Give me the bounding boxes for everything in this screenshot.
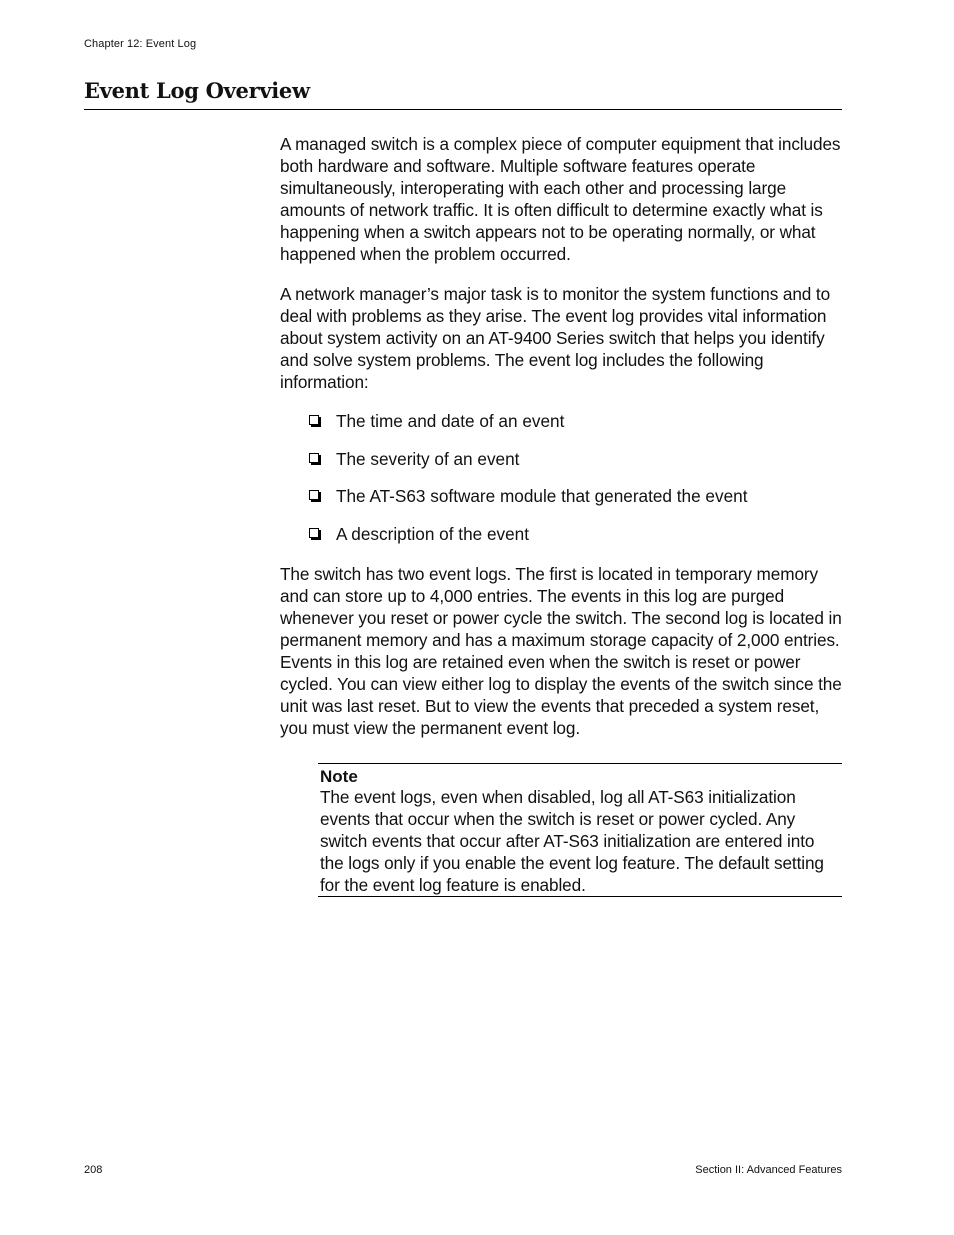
note-heading: Note: [320, 767, 358, 786]
list-item-text: A description of the event: [336, 524, 530, 544]
page-number: 208: [84, 1164, 103, 1176]
list-item: [307, 523, 842, 545]
checkbox-bullet-icon: [309, 453, 319, 463]
page-title: Event Log Overview: [84, 78, 310, 103]
paragraph-network-manager: A network manager’s major task is to monitor the system functions and to deal with problems as they arise. The event log provides vital information about system activity on an AT-9400 Series switch that helps you identify and solve system problems. The event log includes the following information:: [280, 284, 831, 392]
list-item-text: The severity of an event: [336, 449, 520, 469]
list-item-text: The time and date of an event: [336, 411, 565, 431]
note-body: The event logs, even when disabled, log all AT-S63 initialization events that occur when the switch is reset or power cycled. Any switch events that occur after AT-S63 initialization are entered into the logs only if you enable the event log feature. The default setting for the event log feature is enabled.: [320, 787, 824, 895]
checkbox-bullet-icon: [309, 490, 319, 500]
list-item: [307, 448, 842, 470]
paragraph-two-logs: The switch has two event logs. The first is located in temporary memory and can store up to 4,000 entries. The events in this log are purged whenever you reset or power cycle the switch. The second log is located in permanent memory and has a maximum storage capacity of 2,000 entries. Events in this log are retained even when the switch is reset or power cycled. You can view either log to display the events of the switch since the unit was last reset. But to view the events that preceded a system reset, you must view the permanent event log.: [280, 564, 842, 738]
note-box: [318, 763, 842, 897]
checkbox-bullet-icon: [309, 528, 319, 538]
list-item-text: The AT-S63 software module that generated the event: [336, 486, 748, 506]
running-header: Chapter 12: Event Log: [84, 38, 197, 50]
footer-section: Section II: Advanced Features: [695, 1164, 842, 1176]
title-divider: [84, 109, 842, 110]
list-item: [307, 410, 842, 432]
paragraph-intro: A managed switch is a complex piece of computer equipment that includes both hardware and software. Multiple software features operate simultaneously, interoperating with each other and processing large amounts of network traffic. It is often difficult to determine exactly what is happening when a switch appears not to be operating normally, or what happened when the problem occurred.: [280, 134, 841, 264]
checkbox-bullet-icon: [309, 415, 319, 425]
list-item: [307, 485, 842, 507]
